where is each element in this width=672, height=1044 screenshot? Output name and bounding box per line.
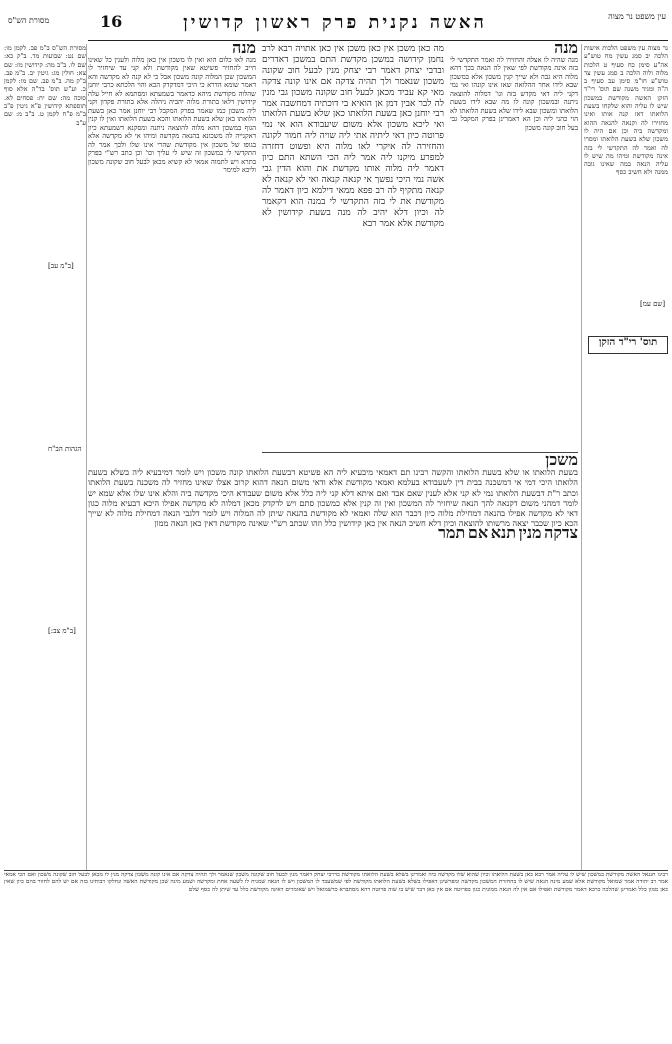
rabbeinu-chananel — [4, 872, 668, 1028]
hagahot-label: הגהות הב"ח — [48, 445, 82, 453]
gemara-text: מה כאן משכן אין כאן משכן אין כאן אתויה רבא לרב נחמן קידושה במשכן מקדשת התם במשכן דאדרים ובדבי יצחק דאמר רבי יצחק מנין לבעל חוב שקונה משכון שנאמר ולך תהיה צדקה אם אינו קונה צדקה מאי קא עביד מכאן לבעל חוב שקונה משכון גבי מנין לה לבר אבין דמן אן הואיא בי דוכתיה דמחשבה אמר רבי יוחנן כאן בשעת הלואתו כאן שלא בשעת הלואתו ואי ליכא משכון אלא משום שיעבודא הוא אי נמי פרוטה כיון דאי ליתיה אתי ליה שויה ליה חמור לקונה והחזירה לה איקרי לאו מלוה היא ופשוט דחזרה למפרע מיקנו ליה אמר ליה הכי השתא התם כיון דאמר ליה מלוה אותו מקדשת את והוא הדין גבי אשה נמי היכי נפשך אי קנאה קנאה ואי לא קנאה לא קנאה מתקיף לה רב פפא ממאי דילמא כיון דאמר לה מקודשת את לי בזה התקדשי לי במנה הוא דקאמר לה וכיון דלא יהיב לה מנה בשעת קידושין לא מקודשת אלא אמר רבא — [262, 44, 444, 229]
rashi-dibur: מנה — [554, 44, 578, 57]
rashi-text: מנה שהיה לו אצלה והחזירו לה ואמר התקדשי לי בזה אינה מקודשת לפי שאין לה הנאה בכך דהא מלוה היא גבה ולא שייך קנין משכון אלא במשכון שבא לידו אחר ההלואה שאז אינו קונהו ואי נמי דקני ליה דאי מקדש בזה וגו' דמלוה להוצאה ניתנה ובמשכון קונה לו מה שבא לידו בשעת הלואתו ומשכון שבא לידו שלא בשעת הלואתו לא הוי כהני ליה וכן הא דאמרינן בפרק המקבל גבי בעל חוב קונה משכון — [450, 55, 578, 132]
ein-mishpat-text: נר מצוה עין משפט הלכות אישות הלכה יב סמג עשין מח טוש"ע אה"ע סימן כח סעיף ט הלכות מלוה ולוה הלכה ב סמג עשין צד טוש"ע חו"מ סימן עב סעיף ב ה"ה ומגיד משנה שם תוס' רי"ד הזקן האשה מקודשת במשכון שיש לו עליה והוא שלקחו בשעת הלואתו דאז קנה אותו ואינו מחזירו לה וקנאה להנאה ההוא ומקדשה ביה וכן אם היה לו משכון שלא בשעת הלואתו ומסרו לה ואמר לה התקדשי לי בזה אינה מקודשת ומיהו מה שיש לו עליה הנאה במה שאינו גובה ממנה ולא חשיב כסף — [584, 44, 668, 177]
lower-dibur-tzdaka: צדקה — [544, 523, 578, 543]
lower-dibur-mishkan: משכן — [545, 455, 578, 469]
mesoret-text: מסורת הש"ס ב"מ פב. לקמן מו: שם נט: שבועות מד. ב"ק כא: שם לו. ב"ב מה: קידושין מז: שם צא: חולין מג: גיטין יב. ב"מ פב. ב"ק מה. ב"מ פב. שם מו: לקמן כ. וע"ש תוס' בד"ה אלא סוף סוכה מה: שם יח: פסחים לא. תוספתא קידושין פ"א גיטין פ"ב ב"מ פ"ח לקמן ט. ב"ב מ: שם ע"ב — [4, 44, 86, 127]
mesoret-label: מסורת הש"ס — [8, 16, 50, 25]
page-header — [0, 8, 672, 38]
tosafot-text: מנה לאו כלום הוא ואין לו משכון אין כאן מלוה ולענין כל שאינו חייב להחזיר פשיטא שאין מקודשת ולא קני עד שיחזיר לו המשכון שכן המלוה קונה משכון אבל כי לא קנה לא מקדשה והא דאמר שומא הדרא כי היכי דמדקדק הכא והוי הלכתא כרבי יוחנן שהלוה מקודשת מיהא כדאמר בשמעתא ומסתמא לא חייל עלה קידושין דלאו בתורת מלוה יהביה ניהלה אלא בתורת פקדון וקני ליה משכון כמו שאמר בפרק המקבל רבי יוחנן אמר כאן בשעת הלואתו כאן שלא בשעת הלואתו והכא בשעת הלואתו ואין לו קנין הגוף במשכון דהא מלוה להוצאה ניתנה ומסקנא דשמעתא כיון דאקנייה לה משכונא בהנאה מקדשה ומיהו אי לא מקדשה אלא בגופו של משכון אין מקודשת שהרי אינו שלו ולכך אמר לה התקדשי לי במשכון זה שיש לי עליך וכו' וכן כתב רש"י בפרק בתרא ויש לתמוה אמאי לא קשיא מכאן לבעל חוב שקונה משכון וליכא למימר — [88, 55, 256, 174]
rashi-column — [450, 44, 578, 314]
page-number: 16 — [100, 12, 123, 31]
header-rule — [88, 40, 668, 41]
margin-ref-d: [שם עמ] — [640, 300, 666, 308]
footer-separator — [4, 870, 668, 871]
left-divider — [86, 44, 87, 870]
tosafot-rid-box: תוס' רי"ד הזקן — [588, 336, 668, 354]
lower-dibur-im: אם — [467, 523, 489, 543]
lower-commentary — [88, 455, 578, 870]
page-title: האשה נקנית פרק ראשון קדושין — [183, 12, 487, 33]
right-divider — [581, 44, 582, 870]
lower-commentary-text: בשעת הלואתו או שלא בשעת הלואתו והקשה רבינו תם דאמאי מיבעיא ליה הא פשיטא דבשעת הלואתו קונה משכון ויש לומר דמיבעיא ליה בשלא בשעת הלואתו היכי דמי אי דמשכנה בבית דין לשעבודא בעלמא ואמאי מקודשת אלא ודאי משום הנאה דהוא קרוב אצלו שאינו מחזיר לה משכנה בשעת הלואתו וכתב ר"ת דבשעת הלואתו נמי לא קני אלא לענין שאם אבד ואם איתא דלא קני ליה כלל אלא משום שעבודא היכי מקדשה ביה והלא אינו שלו אלא שמא יש לומר דמהני משום דקנאה להך הנאה שיחזיר לה המשכון ואין זה קנין אלא כמשכון סתם ויש לדקדק מכאן דמלוה לא מקדשה אפילו היכא דבעיא מלוה כגון דאי לא מקדשה אפילו בהנאה דמחילת מלוה כיון דכבר הוא שלה ואמאי לא מקודשת בהנאה שיתן לה המלוה ויש לומר דלגבי הנאה דמחילת מלוה לא שייך הכא כיון שכבר יצאה מרשותו להוצאה וכיון דלא חשיב הנאה אין כאן קידושין כלל וזהו שכתב רש"י שאינה מקודשת דאין כאן הנאה ממון — [88, 467, 578, 529]
margin-ref-c: [ב"מ עב] — [48, 262, 74, 270]
tosafot-dibur: מנה — [232, 44, 256, 57]
margin-ref-b: [ב"מ צב:] — [48, 627, 76, 635]
ein-mishpat-label: עין משפט נר מצוה — [608, 12, 666, 21]
tosafot-column — [88, 44, 256, 452]
lower-dibur-tamar: תמר — [438, 523, 466, 543]
gemara-column — [262, 44, 444, 452]
lower-dibur-mena: מנין — [518, 523, 542, 543]
gemara-separator — [262, 452, 578, 453]
footer-text: רבינו חננאל האשה מקודשת במשכון שיש לו עליה אמר רבא כאן בשעת הלואתו וכיון שהוא שלו מקדשה ביה ואמרינן בשלא בשעת הלואתו מקודשת כדרבי יצחק דאמר מנין לבעל חוב שקונה משכון שנאמר ולך תהיה צדקה אם אינו קונה משכון צדקה מנין לו מכאן לבעל חוב שקונה משכון ואם הכי אמאי אמר רב יהודה אמר שמואל מקודשת אלא שמע מינה הנאה שיש לו בהחזרת המשכון מקדשה ומפרשינן דאפילו בשלא בשעת הלואתו מקודשת לפי שמשעבד לו המשכון ויש לו הנאה שמניח לו לשעה אחת ומקדשה ושמע מינה שכן מקודשת האשה ונחלקו רבותינו בזה אם יש להם לחזור בהם כיון שאין כאן ממון כלל ואמרינן שהלכה כרבא דאמר מקודשת ואפילו אם אין לה הנאה ממונית כגון בפרוטה אם אין כאן דבר שיש בו שוה פרוטה דהא מסתברא כדשמואל ויש שאומרים דאינה מקודשת כלל עד שיתן לה כסף שלם — [4, 872, 668, 893]
lower-dibur-tana: תנא — [490, 523, 516, 543]
